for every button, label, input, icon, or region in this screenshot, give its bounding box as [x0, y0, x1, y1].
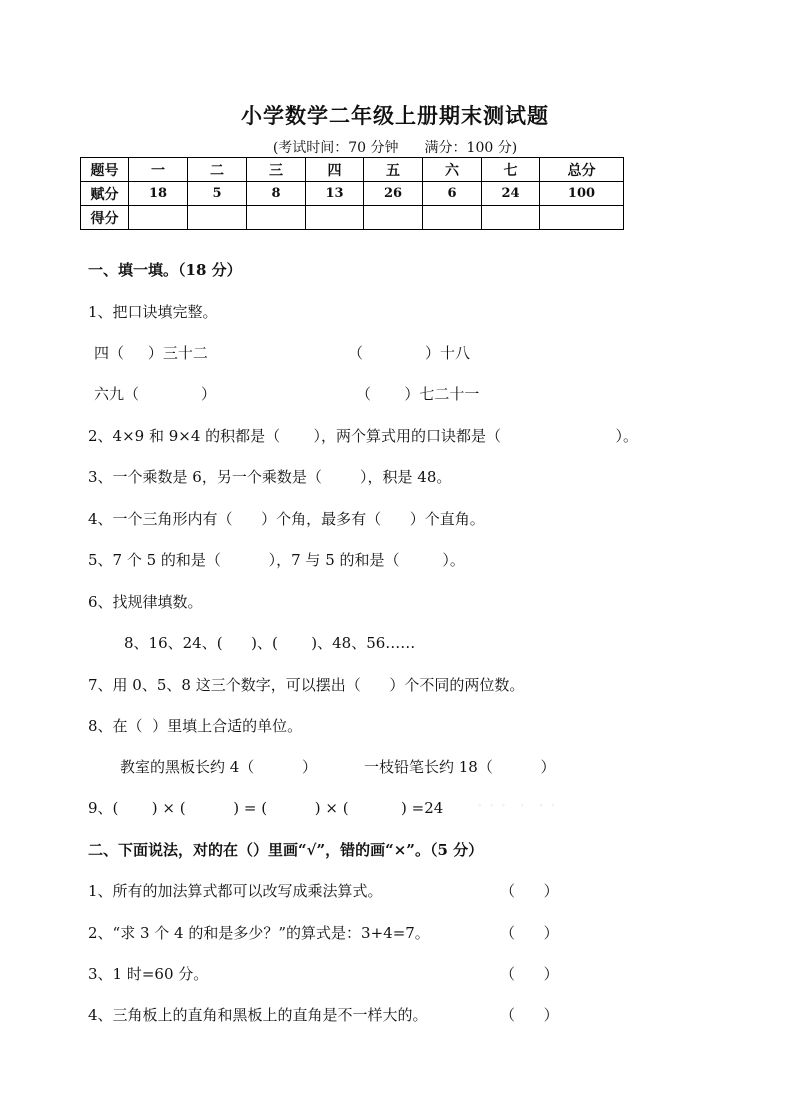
- score-blank-cell[interactable]: [423, 206, 482, 230]
- table-score-row: [81, 206, 624, 230]
- points-cell: 18: [129, 182, 188, 206]
- score-blank-cell[interactable]: [482, 206, 540, 230]
- question-7: 7、用 0、5、8 这三个数字，可以摆出（ ）个不同的两位数。: [88, 676, 525, 694]
- question-1a: 四（ ）三十二: [94, 344, 208, 362]
- question-9: 9、( ) × ( ) = ( ) × ( ) =24: [88, 799, 444, 817]
- points-cell: 13: [306, 182, 364, 206]
- question-1b: （ ）十八: [348, 344, 470, 362]
- faint-marks: ﾟ ﾞ ﾞ ﾟ ﾞ ﾞ: [478, 803, 557, 816]
- points-cell: 100: [540, 182, 624, 206]
- score-blank-cell[interactable]: [247, 206, 306, 230]
- header-cell: 题号: [81, 158, 129, 182]
- exam-info: [0, 137, 790, 157]
- section1-heading: 一、填一填。（18 分）: [88, 261, 242, 279]
- question-6a: 8、16、24、( )、( )、48、56……: [124, 634, 416, 652]
- judge-item-3: 3、1 时=60 分。: [88, 965, 209, 983]
- judge-blank-3[interactable]: （ ）: [500, 965, 559, 983]
- row-label: 赋分: [81, 182, 129, 206]
- header-cell: 三: [247, 158, 306, 182]
- question-3: 3、一个乘数是 6，另一个乘数是（ ），积是 48。: [88, 468, 452, 486]
- page-title: 小学数学二年级上册期末测试题: [241, 103, 549, 128]
- question-8b: 一枝铅笔长约 18（ ）: [364, 758, 556, 776]
- question-1: 1、把口诀填完整。: [88, 303, 218, 321]
- judge-blank-2[interactable]: （ ）: [500, 924, 559, 942]
- header-cell: 二: [188, 158, 247, 182]
- score-blank-cell[interactable]: [188, 206, 247, 230]
- points-cell: 5: [188, 182, 247, 206]
- question-6: 6、找规律填数。: [88, 593, 203, 611]
- judge-blank-4[interactable]: （ ）: [500, 1006, 559, 1024]
- judge-item-4: 4、三角板上的直角和黑板上的直角是不一样大的。: [88, 1006, 428, 1024]
- judge-item-2: 2、“求 3 个 4 的和是多少？”的算式是：3+4=7。: [88, 924, 430, 942]
- full-score: 满分：100 分): [424, 140, 518, 156]
- points-cell: 6: [423, 182, 482, 206]
- score-blank-cell[interactable]: [306, 206, 364, 230]
- points-cell: 8: [247, 182, 306, 206]
- header-cell: 总分: [540, 158, 624, 182]
- header-cell: 四: [306, 158, 364, 182]
- judge-blank-1[interactable]: （ ）: [500, 882, 559, 900]
- table-points-row: [81, 182, 624, 206]
- question-1c: 六九（ ）: [94, 385, 216, 403]
- points-cell: 26: [364, 182, 423, 206]
- row-label: 得分: [81, 206, 129, 230]
- header-cell: 一: [129, 158, 188, 182]
- table-header-row: [81, 158, 624, 182]
- score-table: [80, 157, 624, 230]
- header-cell: 五: [364, 158, 423, 182]
- points-cell: 24: [482, 182, 540, 206]
- question-4: 4、一个三角形内有（ ）个角，最多有（ ）个直角。: [88, 510, 485, 528]
- score-blank-cell[interactable]: [540, 206, 624, 230]
- header-cell: 六: [423, 158, 482, 182]
- score-blank-cell[interactable]: [364, 206, 423, 230]
- section2-heading: 二、下面说法，对的在（）里画“√”，错的画“×”。（5 分）: [88, 841, 484, 859]
- question-1d: （ ）七二十一: [356, 385, 480, 403]
- score-blank-cell[interactable]: [129, 206, 188, 230]
- header-cell: 七: [482, 158, 540, 182]
- question-5: 5、7 个 5 的和是（ ），7 与 5 的和是（ ）。: [88, 551, 465, 569]
- question-8: 8、在（ ）里填上合适的单位。: [88, 717, 303, 735]
- question-8a: 教室的黑板长约 4（ ）: [120, 758, 317, 776]
- exam-time: (考试时间：70 分钟: [272, 140, 399, 156]
- question-2: 2、4×9 和 9×4 的积都是（ ），两个算式用的口诀都是（ ）。: [88, 427, 638, 445]
- judge-item-1: 1、所有的加法算式都可以改写成乘法算式。: [88, 882, 383, 900]
